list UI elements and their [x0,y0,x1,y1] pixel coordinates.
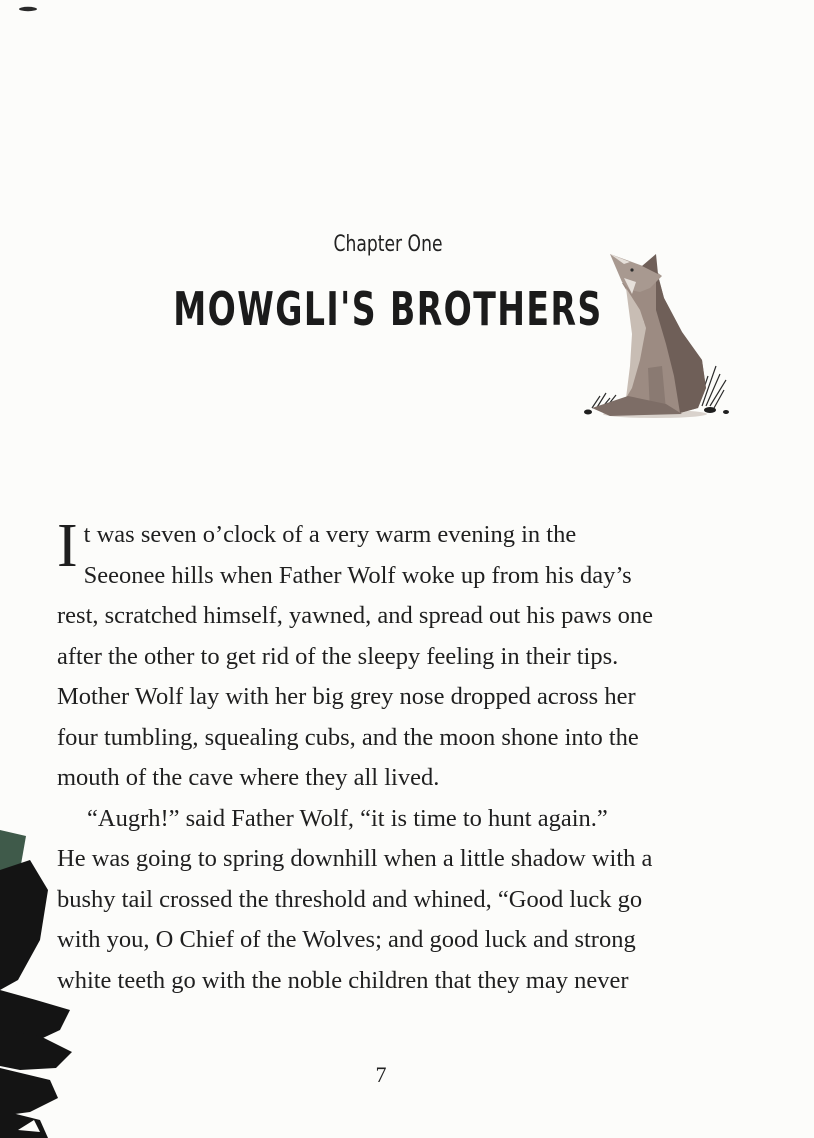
text-line: “Augrh!” said Father Wolf, “it is time to hunt again.” [87,804,608,832]
text-line: white teeth go with the noble children that they may never [57,966,629,994]
text-line: with you, O Chief of the Wolves; and good luck and strong [57,926,636,953]
howling-wolf-icon [570,248,740,428]
text-line: mouth of the cave where they all lived. [57,764,440,791]
jungle-leaf-icon [0,830,90,1138]
text-line: He was going to spring downhill when a little shadow with a [57,845,653,872]
text-line: Mother Wolf lay with her big grey nose dropped across her [57,683,636,710]
story-text [57,512,717,1001]
text-line: four tumbling, squealing cubs, and the moon shone into the [57,723,639,751]
page-smudge-mark [18,6,38,12]
page-number: 7 [375,1062,387,1087]
text-line: Seeonee hills when Father Wolf woke up from his day’s [83,561,632,589]
chapter-title: MOWGLI'S BROTHERS [173,282,603,336]
text-line: rest, scratched himself, yawned, and spread out his paws one [57,602,653,629]
text-line: bushy tail crossed the threshold and whined, “Good luck go [57,885,643,913]
chapter-label: Chapter One [333,232,443,257]
drop-cap: I [57,512,78,580]
text-line: after the other to get rid of the sleepy feeling in their tips. [57,642,619,670]
text-line: t was seven o’clock of a very warm evening in the [83,521,577,548]
